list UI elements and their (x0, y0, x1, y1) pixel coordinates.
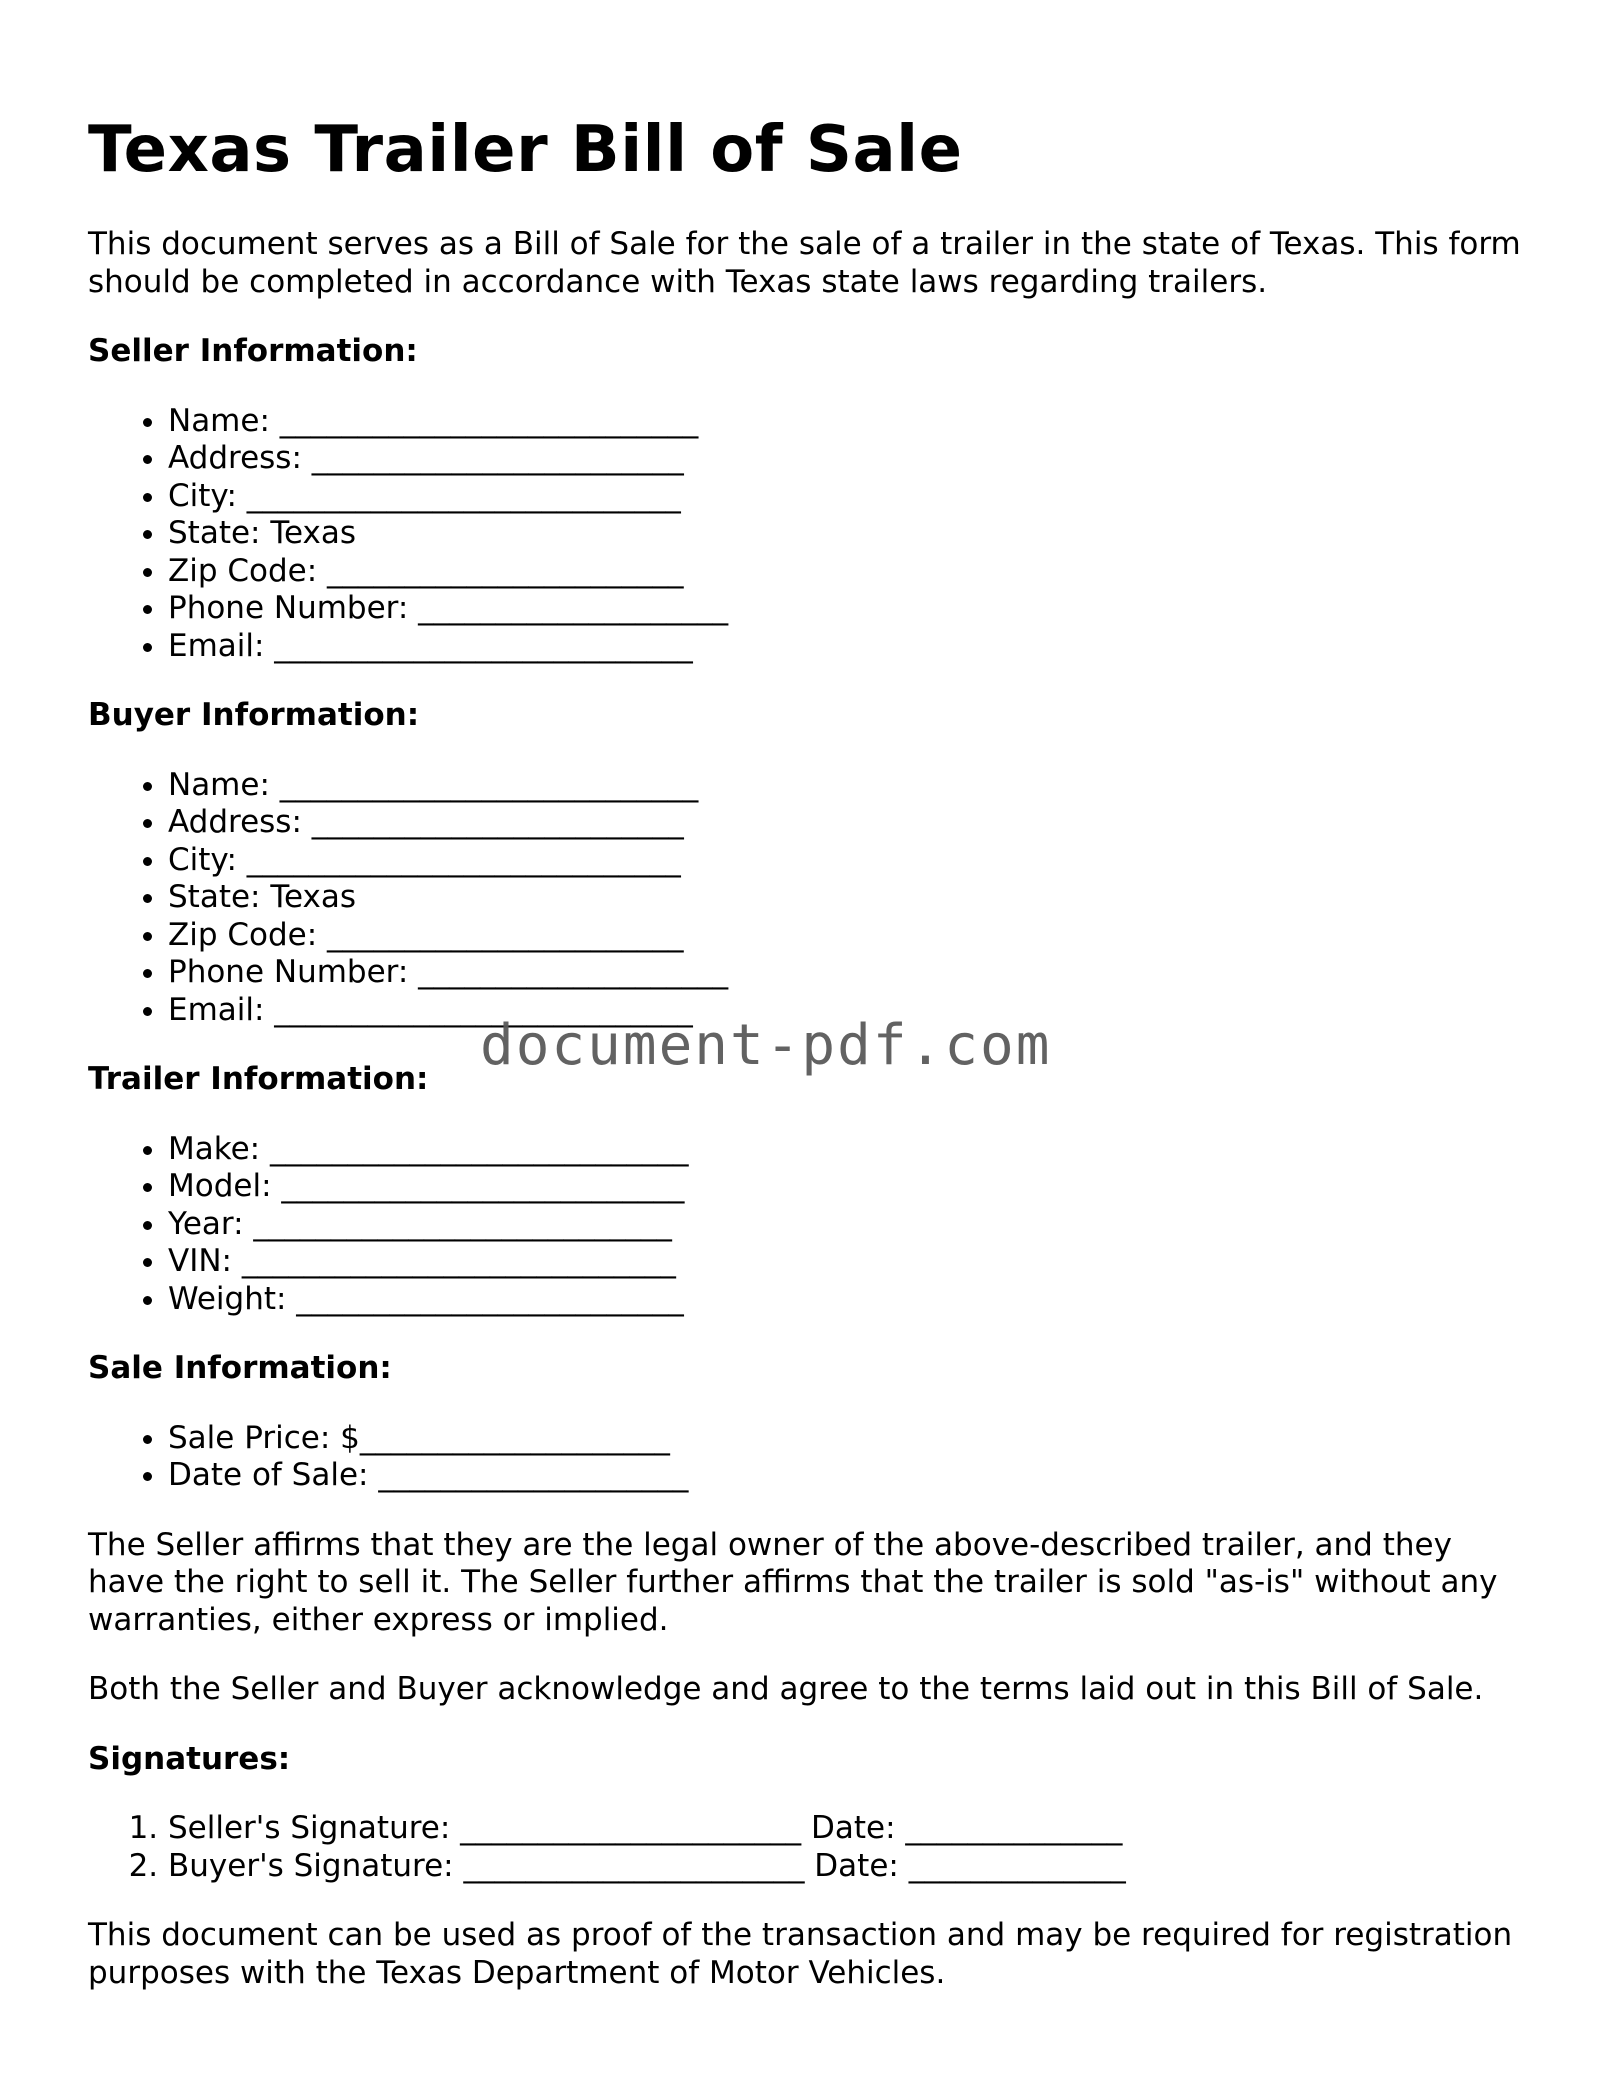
sale-price-field[interactable]: • Sale Price: $____________________ (168, 1420, 1528, 1458)
affirmation-paragraph: The Seller affirms that they are the legal owner of the above-described trailer, and they have the right to sell it. The Seller further affirms that the trailer is sold "as-is" without any warranties, either express or implied. (88, 1526, 1498, 1638)
buyer-email-field[interactable]: • Email: ___________________________ (168, 992, 1528, 1030)
seller-name-field[interactable]: • Name: ___________________________ (168, 403, 1528, 441)
buyer-address-field[interactable]: • Address: ________________________ (168, 804, 1528, 842)
trailer-heading: Trailer Information: (88, 1061, 429, 1097)
seller-list (88, 403, 1528, 666)
buyer-state-field: • State: Texas (168, 879, 1528, 917)
trailer-model-field[interactable]: • Model: __________________________ (168, 1168, 1528, 1206)
buyer-list (88, 767, 1528, 1030)
sale-date-field[interactable]: • Date of Sale: ____________________ (168, 1457, 1528, 1495)
seller-address-field[interactable]: • Address: ________________________ (168, 440, 1528, 478)
trailer-weight-field[interactable]: • Weight: _________________________ (168, 1281, 1528, 1319)
signatures-list (88, 1810, 1528, 1885)
seller-zip-field[interactable]: • Zip Code: _______________________ (168, 553, 1528, 591)
seller-phone-field[interactable]: • Phone Number: ____________________ (168, 590, 1528, 628)
buyer-name-field[interactable]: • Name: ___________________________ (168, 767, 1528, 805)
watermark: document-pdf.com (480, 1013, 1052, 1078)
seller-city-field[interactable]: • City: ____________________________ (168, 478, 1528, 516)
signatures-heading: Signatures: (88, 1740, 291, 1777)
closing-paragraph: This document can be used as proof of the transaction and may be required for registration purposes with the Texas Department of Motor Vehicles. (88, 1917, 1513, 1991)
buyer-zip-field[interactable]: • Zip Code: _______________________ (168, 917, 1528, 955)
buyer-signature-line[interactable]: 2. Buyer's Signature: ______________________ Date: ______________ (168, 1848, 1528, 1886)
trailer-year-field[interactable]: • Year: ___________________________ (168, 1206, 1528, 1244)
seller-heading: Seller Information: (88, 333, 418, 369)
sale-list (88, 1420, 1528, 1495)
seller-email-field[interactable]: • Email: ___________________________ (168, 628, 1528, 666)
sale-heading: Sale Information: (88, 1350, 392, 1386)
buyer-phone-field[interactable]: • Phone Number: ____________________ (168, 954, 1528, 992)
seller-state-field: • State: Texas (168, 515, 1528, 553)
trailer-make-field[interactable]: • Make: ___________________________ (168, 1131, 1528, 1169)
buyer-city-field[interactable]: • City: ____________________________ (168, 842, 1528, 880)
trailer-vin-field[interactable]: • VIN: ____________________________ (168, 1243, 1528, 1281)
seller-signature-line[interactable]: 1. Seller's Signature: ______________________ Date: ______________ (168, 1810, 1528, 1848)
buyer-heading: Buyer Information: (88, 697, 420, 733)
page-title: Texas Trailer Bill of Sale (88, 113, 963, 187)
intro-paragraph: This document serves as a Bill of Sale for the sale of a trailer in the state of Texas. This form should be completed in accordance with Texas state laws regarding trailers. (88, 226, 1521, 300)
acknowledgement-paragraph: Both the Seller and Buyer acknowledge and agree to the terms laid out in this Bill of Sale. (88, 1671, 1484, 1707)
trailer-list (88, 1131, 1528, 1319)
